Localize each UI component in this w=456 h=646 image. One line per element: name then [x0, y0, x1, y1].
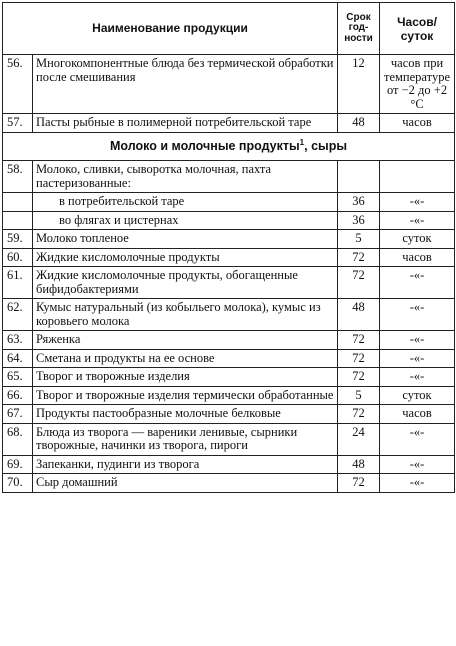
product-name: Жидкие кисломолочные продукты, обогащенные бифидобактериями — [33, 267, 338, 299]
unit-value: -«- — [380, 267, 455, 299]
table-row — [3, 267, 455, 299]
table-row — [3, 161, 455, 193]
shelf-life-value: 36 — [338, 193, 380, 212]
product-name: Молоко топленое — [33, 230, 338, 249]
product-name: Молоко, сливки, сыворотка молочная, пахта пастеризованные: — [33, 161, 338, 193]
table-row — [3, 386, 455, 405]
unit-value: -«- — [380, 211, 455, 230]
unit-value: суток — [380, 230, 455, 249]
row-number: 64. — [3, 349, 33, 368]
shelf-life-value: 72 — [338, 474, 380, 493]
table-row — [3, 368, 455, 387]
shelf-life-value: 72 — [338, 405, 380, 424]
header-shelf-life: Срок год-ности — [338, 3, 380, 55]
section-title-text: Молоко и молочные продукты — [110, 138, 300, 153]
product-name: Творог и творожные изделия — [33, 368, 338, 387]
section-title-tail: , сыры — [304, 138, 348, 153]
row-number: 66. — [3, 386, 33, 405]
product-name: Сметана и продукты на ее основе — [33, 349, 338, 368]
product-name: Продукты пастообразные молочные белковые — [33, 405, 338, 424]
shelf-life-value: 72 — [338, 331, 380, 350]
table-row — [3, 331, 455, 350]
table-row — [3, 114, 455, 133]
product-name: Сыр домашний — [33, 474, 338, 493]
shelf-life-value: 72 — [338, 368, 380, 387]
table-row — [3, 299, 455, 331]
table-row — [3, 423, 455, 455]
row-number: 61. — [3, 267, 33, 299]
header-unit: Часов/ суток — [380, 3, 455, 55]
shelf-life-value: 48 — [338, 455, 380, 474]
product-name: Творог и творожные изделия термически обработанные — [33, 386, 338, 405]
shelf-life-value: 72 — [338, 349, 380, 368]
shelf-life-value: 72 — [338, 248, 380, 267]
section-row — [3, 132, 455, 161]
shelf-life-value: 5 — [338, 386, 380, 405]
header-product-name: Наименование продукции — [3, 3, 338, 55]
row-number: 63. — [3, 331, 33, 350]
unit-value: -«- — [380, 423, 455, 455]
row-number: 70. — [3, 474, 33, 493]
product-name: Ряженка — [33, 331, 338, 350]
shelf-life-value: 36 — [338, 211, 380, 230]
table-section — [3, 132, 455, 193]
shelf-life-value: 5 — [338, 230, 380, 249]
unit-value: -«- — [380, 331, 455, 350]
shelf-life-value: 24 — [338, 423, 380, 455]
shelf-life-value: 48 — [338, 299, 380, 331]
shelf-life-value: 12 — [338, 55, 380, 114]
row-number: 56. — [3, 55, 33, 114]
row-number: 57. — [3, 114, 33, 133]
table-body-top — [3, 55, 455, 133]
unit-value: -«- — [380, 193, 455, 212]
product-name: в потребительской таре — [33, 193, 338, 212]
row-number: 68. — [3, 423, 33, 455]
table-row — [3, 349, 455, 368]
row-number: 62. — [3, 299, 33, 331]
table-body-bottom — [3, 230, 455, 493]
row-number: 65. — [3, 368, 33, 387]
product-name: Пасты рыбные в полимерной потребительской таре — [33, 114, 338, 133]
unit-value: часов — [380, 114, 455, 133]
shelf-life-value: 48 — [338, 114, 380, 133]
unit-value: часов — [380, 248, 455, 267]
product-name: Запеканки, пудинги из творога — [33, 455, 338, 474]
table-row — [3, 55, 455, 114]
row-number: 67. — [3, 405, 33, 424]
product-name: Многокомпонентные блюда без термической обработки после смешивания — [33, 55, 338, 114]
row-number — [3, 193, 33, 212]
shelf-life-value: 72 — [338, 267, 380, 299]
table-row — [3, 405, 455, 424]
product-name: Жидкие кисломолочные продукты — [33, 248, 338, 267]
unit-value: -«- — [380, 455, 455, 474]
product-name: во флягах и цистернах — [33, 211, 338, 230]
shelf-life-table — [2, 2, 455, 493]
table-subrow — [3, 211, 455, 230]
table-body-subrows — [3, 193, 455, 230]
unit-value: -«- — [380, 299, 455, 331]
row-number: 60. — [3, 248, 33, 267]
row-number: 59. — [3, 230, 33, 249]
table-row — [3, 230, 455, 249]
product-name: Блюда из творога — вареники ленивые, сырники творожные, начинки из творога, пироги — [33, 423, 338, 455]
table-subrow — [3, 193, 455, 212]
unit-value: часов — [380, 405, 455, 424]
row-number — [3, 211, 33, 230]
unit-value: -«- — [380, 474, 455, 493]
row-number: 58. — [3, 161, 33, 193]
shelf-life-value — [338, 161, 380, 193]
unit-value: -«- — [380, 349, 455, 368]
table-row — [3, 474, 455, 493]
unit-value — [380, 161, 455, 193]
table-row — [3, 248, 455, 267]
section-title — [3, 132, 455, 161]
product-name: Кумыс натуральный (из кобыльего молока), кумыс из коровьего молока — [33, 299, 338, 331]
table-row — [3, 455, 455, 474]
unit-value: суток — [380, 386, 455, 405]
row-number: 69. — [3, 455, 33, 474]
section-footnote-mark: 1 — [299, 137, 305, 147]
unit-value: -«- — [380, 368, 455, 387]
table-header-row — [3, 3, 455, 55]
unit-value: часов при температуре от −2 до +2 °С — [380, 55, 455, 114]
